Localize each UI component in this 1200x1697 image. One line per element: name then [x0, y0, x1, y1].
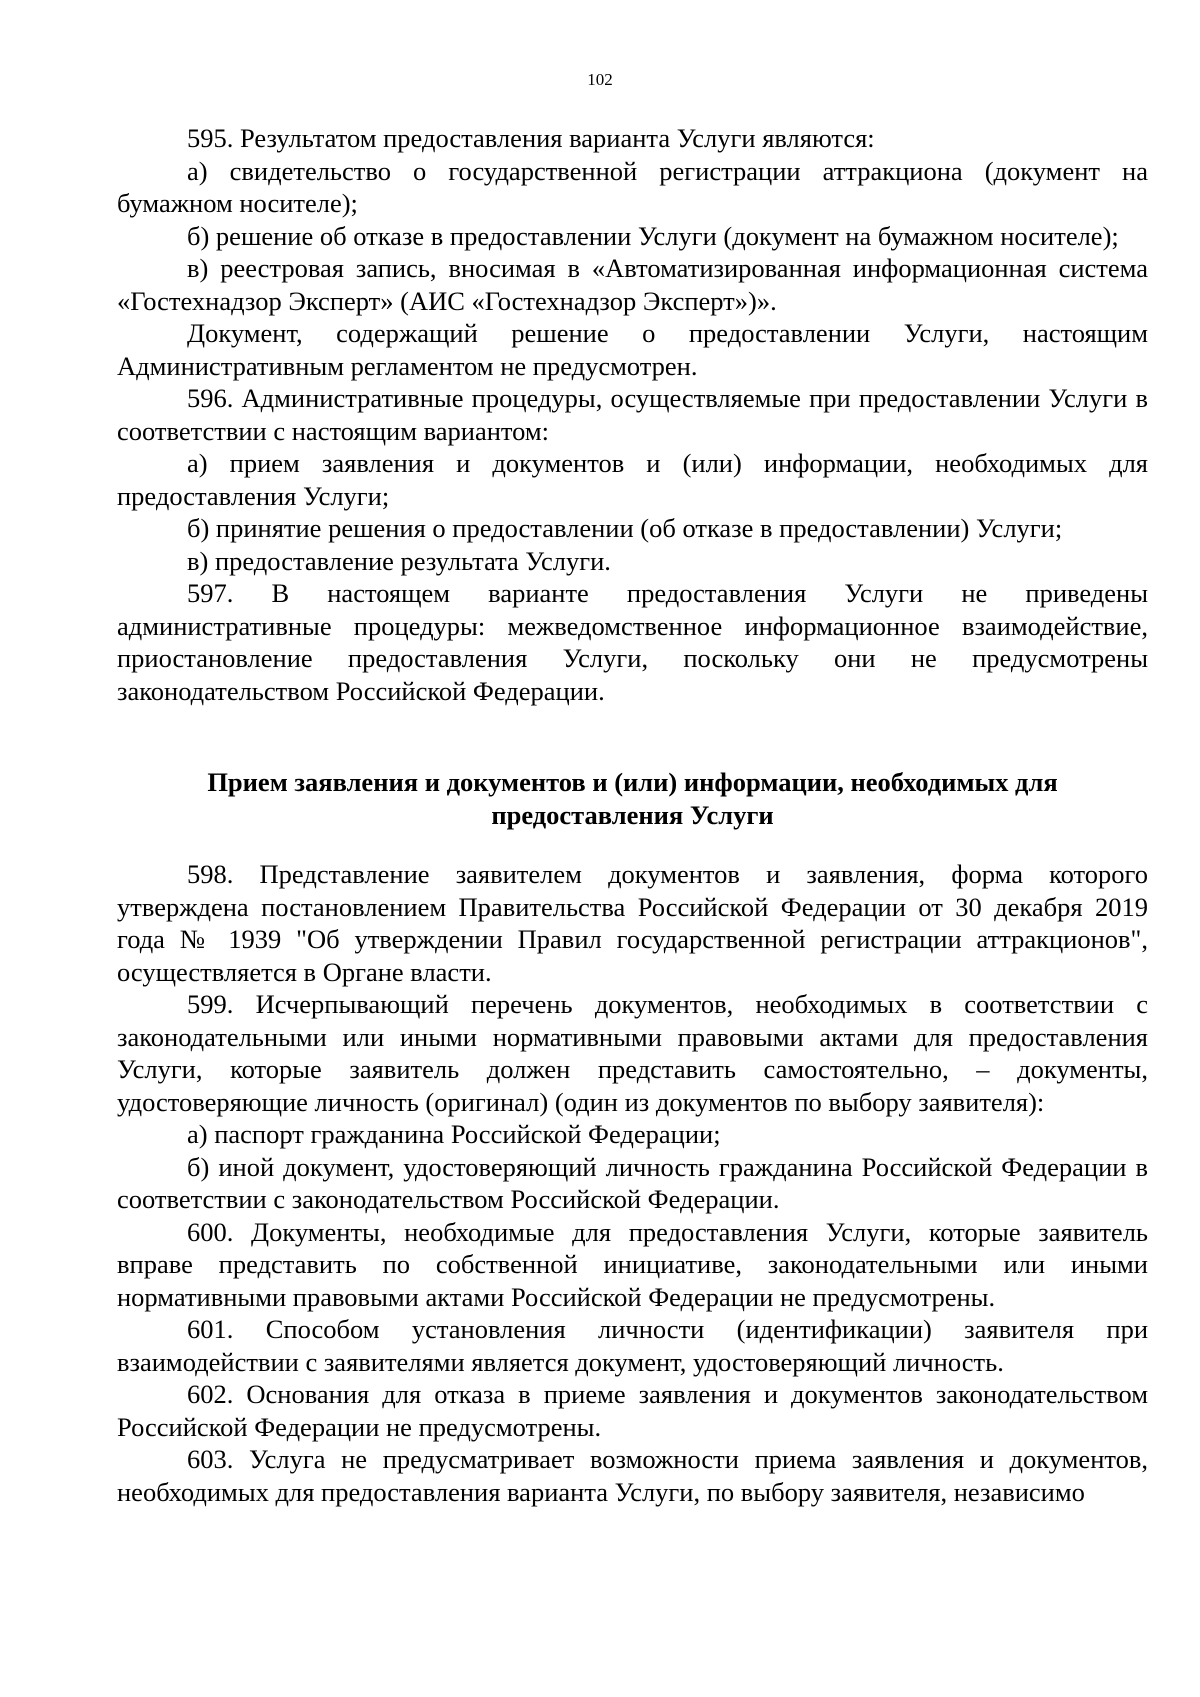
paragraph-598: 598. Представление заявителем документов и заявления, форма которого утверждена постановлением Правительства Российской Федерации от 30 декабря 2019 года № 1939 "Об утверждении Правил государственной регистрации аттракционов", осуществляется в Органе власти.: [117, 859, 1148, 987]
paragraph-602: 602. Основания для отказа в приеме заявления и документов законодательством Российской Федерации не предусмотрены.: [117, 1379, 1148, 1442]
list-item-599-b: б) иной документ, удостоверяющий личность гражданина Российской Федерации в соответствии с законодательством Российской Федерации.: [117, 1151, 1148, 1214]
list-item-595-b: б) решение об отказе в предоставлении Услуги (документ на бумажном носителе);: [187, 220, 1119, 251]
list-item-596-c: в) предоставление результата Услуги.: [187, 545, 611, 576]
list-item-596-b: б) принятие решения о предоставлении (об отказе в предоставлении) Услуги;: [187, 513, 1063, 543]
paragraph-597: 597. В настоящем варианте предоставления Услуги не приведены административные процедуры: межведомственное информационное взаимодействие, приостановление предоставления Услуги, поскольку они не предусмотрены законодательством Российской Федерации.: [117, 578, 1148, 706]
document-body: [117, 122, 1148, 1508]
paragraph-603: 603. Услуга не предусматривает возможности приема заявления и документов, необходимых для предоставления варианта Услуги, по выбору заявителя, независимо: [117, 1444, 1148, 1507]
list-item-599-a: а) паспорт гражданина Российской Федерации;: [187, 1119, 721, 1149]
list-item-596-a: а) прием заявления и документов и (или) информации, необходимых для предоставления Услуги;: [117, 448, 1148, 511]
list-item-595-c: в) реестровая запись, вносимая в «Автоматизированная информационная система «Гостехнадзор Эксперт» (АИС «Гостехнадзор Эксперт»)».: [117, 253, 1148, 316]
section-heading: Прием заявления и документов и (или) информации, необходимых для предоставления Услуги: [207, 767, 1058, 830]
paragraph-599: 599. Исчерпывающий перечень документов, необходимых в соответствии с законодательными или иными нормативными правовыми актами для предоставления Услуги, которые заявитель должен представить самостоятельно, – документы, удостоверяющие личность (оригинал) (один из документов по выбору заявителя):: [117, 989, 1148, 1117]
list-item-595-a: а) свидетельство о государственной регистрации аттракциона (документ на бумажном носителе);: [117, 155, 1148, 218]
paragraph-decision-note: Документ, содержащий решение о предоставлении Услуги, настоящим Административным регламентом не предусмотрен.: [117, 318, 1148, 381]
paragraph-601: 601. Способом установления личности (идентификации) заявителя при взаимодействии с заявителями является документ, удостоверяющий личность.: [117, 1314, 1148, 1377]
paragraph-600: 600. Документы, необходимые для предоставления Услуги, которые заявитель вправе представить по собственной инициативе, законодательными или иными нормативными правовыми актами Российской Федерации не предусмотрены.: [117, 1216, 1148, 1312]
paragraph-596: 596. Административные процедуры, осуществляемые при предоставлении Услуги в соответствии с настоящим вариантом:: [117, 383, 1148, 446]
paragraph-595: 595. Результатом предоставления варианта Услуги являются:: [187, 123, 875, 153]
page-number: 102: [587, 70, 613, 89]
